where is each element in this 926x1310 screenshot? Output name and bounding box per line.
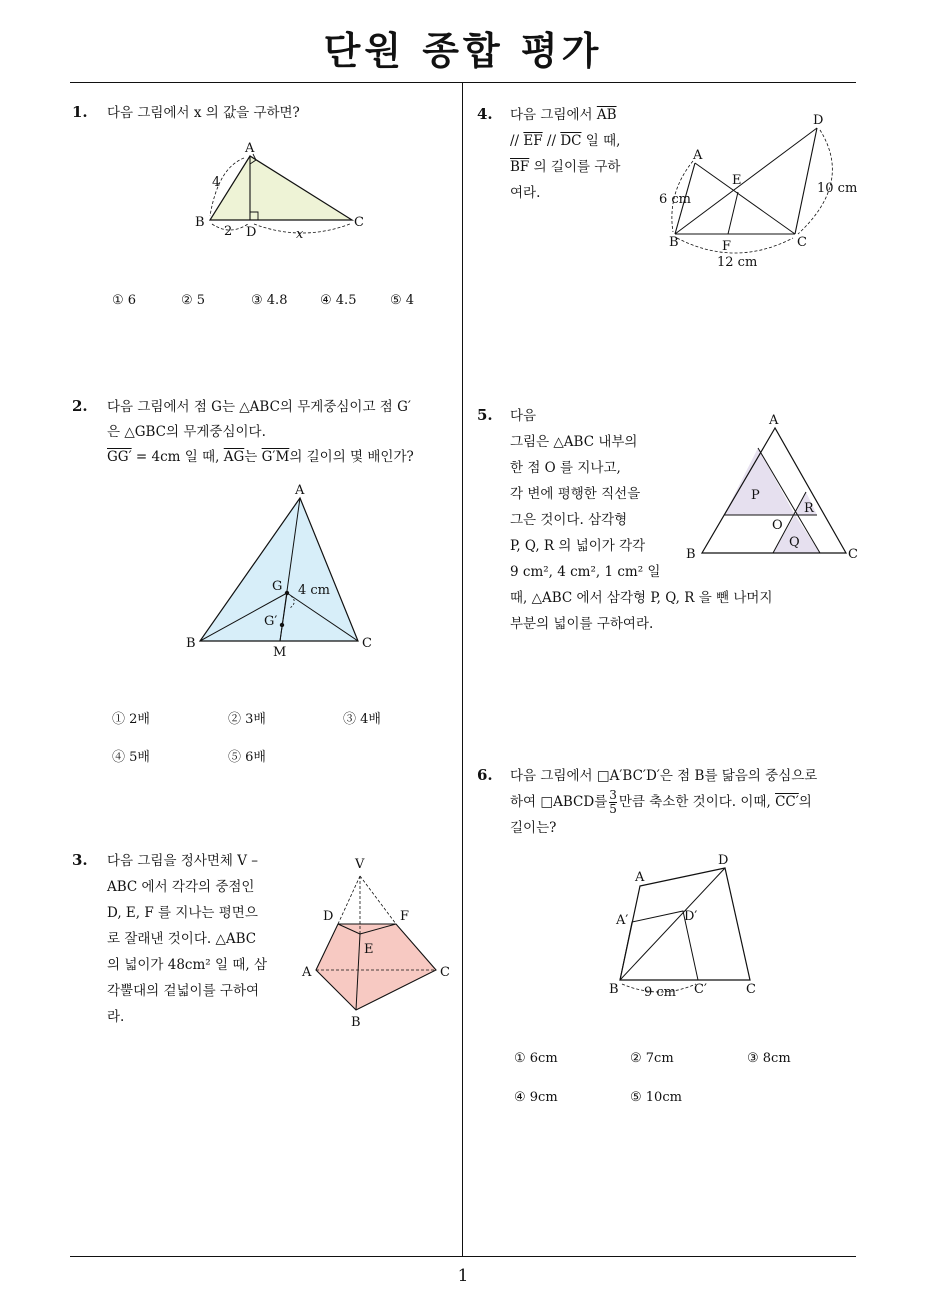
segment-ag: $\overline{AG}$	[223, 449, 245, 465]
question-number: 5.	[477, 406, 493, 424]
text-span: //	[510, 133, 524, 149]
label-c: C	[797, 235, 807, 250]
point-g	[285, 591, 289, 595]
choice-2[interactable]: ② 7cm	[630, 1051, 674, 1066]
question-number: 4.	[477, 105, 493, 123]
edge-vd	[338, 876, 360, 924]
label-g-prime: G′	[264, 614, 278, 629]
edge-vf	[360, 876, 396, 924]
question-text-line: D, E, F 를 지나는 평면으	[107, 905, 258, 921]
question-text-line: 각 변에 평행한 직선을	[510, 486, 641, 502]
text-span: 하여 □ABCD를	[510, 794, 608, 810]
label-bd: 2	[224, 224, 233, 239]
text-span: 만큼 축소한 것이다. 이때,	[618, 794, 776, 810]
label-d: D	[718, 853, 729, 868]
question-text-line: 다음 그림을 정사면체 V –	[107, 853, 259, 869]
choice-1[interactable]: ① 6	[112, 293, 137, 308]
label-b: B	[669, 235, 679, 250]
question-text-line: 각뿔대의 겉넓이를 구하여	[107, 983, 260, 999]
text-span: 는	[244, 449, 262, 465]
label-length: 9 cm	[644, 985, 677, 1000]
question-number: 1.	[72, 103, 88, 121]
question-text-line: 9 cm², 4 cm², 1 cm² 일	[510, 564, 661, 580]
label-c: C	[440, 965, 450, 980]
choice-1[interactable]: ① 6cm	[514, 1051, 558, 1066]
choice-5[interactable]: ⑤ 4	[390, 293, 415, 308]
label-m: M	[273, 645, 287, 660]
segment-bd	[675, 128, 817, 234]
text-span: 의	[798, 794, 812, 810]
choice-5[interactable]: ⑤ 10cm	[630, 1090, 682, 1105]
label-c: C	[848, 547, 858, 562]
choice-4[interactable]: ④ 4.5	[320, 293, 357, 308]
label-ab-length: 6 cm	[659, 192, 692, 207]
label-e: E	[364, 942, 374, 957]
choice-4[interactable]: ④ 5배	[112, 750, 150, 765]
label-f: F	[400, 909, 410, 924]
text-span: = 4cm 일 때,	[131, 449, 224, 465]
label-b: B	[351, 1015, 361, 1030]
column-divider	[462, 83, 463, 1256]
question-text-line3	[510, 154, 620, 180]
choice-1[interactable]: ① 2배	[112, 712, 150, 727]
segment-cc: CC′	[775, 794, 799, 810]
segment-dc: $\overline{DC}$	[560, 133, 582, 149]
frustum-faces	[316, 924, 436, 1010]
label-b: B	[609, 982, 619, 997]
segment-ac	[695, 163, 795, 234]
label-a: A	[295, 483, 305, 498]
question-text-line: 그은 것이다. 삼각형	[510, 512, 628, 528]
question-text-line2	[510, 789, 812, 816]
label-b: B	[195, 215, 205, 230]
inner-triangles-figure	[680, 408, 865, 568]
label-a: A	[245, 141, 255, 156]
question-text-line3: 길이는?	[510, 820, 557, 836]
text-span: 다음 그림에서	[510, 107, 597, 123]
header-rule	[70, 82, 856, 83]
label-bc-length: 12 cm	[717, 255, 758, 270]
label-g: G	[272, 579, 283, 594]
segment-ef: $\overline{EF}$	[523, 133, 543, 149]
question-text-line: 다음	[510, 408, 537, 424]
question-text-line: 그림은 △ABC 내부의	[510, 434, 638, 450]
page-title: 단원 종합 평가	[323, 29, 603, 73]
label-f: F	[722, 239, 732, 254]
segment-gg: GG′	[107, 449, 132, 465]
question-text-line: 때, △ABC 에서 삼각형 P, Q, R 을 뺀 나머지	[510, 590, 773, 606]
triangle-abc	[200, 498, 358, 641]
label-d: D	[323, 909, 334, 924]
segment-dc	[795, 128, 817, 234]
segment-gm: G′M	[261, 449, 290, 465]
question-number: 3.	[72, 851, 88, 869]
question-text-line2	[510, 128, 620, 154]
label-b: B	[186, 636, 196, 651]
choice-3[interactable]: ③ 4배	[343, 712, 381, 727]
question-text-line2: 은 △GBC의 무게중심이다.	[107, 424, 266, 440]
label-b: B	[686, 547, 696, 562]
label-d: D	[813, 113, 824, 128]
label-c-prime: C′	[694, 982, 707, 997]
point-g-prime	[280, 623, 284, 627]
question-text-line: ABC 에서 각각의 중점인	[107, 879, 255, 895]
frustum-figure	[298, 852, 458, 1032]
choice-4[interactable]: ④ 9cm	[514, 1090, 558, 1105]
text-span: //	[542, 133, 561, 149]
text-span: 의 길이를 구하	[529, 159, 621, 175]
segment-ab: $\overline{AB}$	[596, 107, 617, 123]
label-a: A	[769, 413, 779, 428]
label-d: D	[246, 225, 257, 240]
triangle-abc	[210, 156, 352, 220]
choice-2[interactable]: ② 3배	[228, 712, 266, 727]
question-text-line: 로 잘래낸 것이다. △ABC	[107, 931, 257, 947]
question-text: 다음 그림에서 x 의 값을 구하면?	[107, 105, 300, 121]
text-span: 의 길이의 몇 배인가?	[289, 449, 414, 465]
page-number: 1	[457, 1266, 469, 1286]
fraction-numerator: 3	[609, 788, 617, 802]
triangle-p	[724, 448, 795, 515]
label-v: V	[355, 857, 365, 872]
segment-bf: $\overline{BF}$	[510, 159, 530, 175]
question-text-line1: 다음 그림에서 점 G는 △ABC의 무게중심이고 점 G′	[107, 399, 411, 415]
question-number: 6.	[477, 766, 493, 784]
label-c: C	[354, 215, 364, 230]
label-d-prime: D′	[684, 909, 698, 924]
label-q: Q	[789, 535, 800, 550]
right-triangle-figure	[190, 138, 380, 243]
label-a: A	[302, 965, 312, 980]
label-o: O	[772, 518, 783, 533]
choice-2[interactable]: ② 5	[181, 293, 206, 308]
label-c: C	[362, 636, 372, 651]
question-text-line: P, Q, R 의 넓이가 각각	[510, 538, 646, 554]
label-side-ab: 4	[212, 175, 221, 190]
question-text-line: 부분의 넓이를 구하여라.	[510, 616, 654, 632]
centroid-triangle-figure	[180, 478, 380, 658]
fraction-denominator: 5	[609, 802, 617, 816]
choice-5[interactable]: ⑤ 6배	[228, 750, 266, 765]
parallel-lines-figure	[655, 108, 860, 273]
question-text-line1	[510, 102, 617, 128]
brace-bc	[677, 238, 793, 253]
label-a-prime: A′	[616, 913, 629, 928]
question-text-line3	[107, 444, 414, 470]
label-c: C	[746, 982, 756, 997]
similar-quadrilateral-figure	[600, 848, 770, 1008]
fraction	[609, 789, 617, 816]
label-dc-length: 10 cm	[817, 181, 858, 196]
footer-rule	[70, 1256, 856, 1257]
question-text-line: 라.	[107, 1009, 125, 1025]
choice-3[interactable]: ③ 4.8	[251, 293, 288, 308]
question-number: 2.	[72, 397, 88, 415]
question-text-line4: 여라.	[510, 185, 541, 201]
question-text-line: 의 넓이가 48cm² 일 때, 삼	[107, 957, 267, 973]
label-a: A	[693, 148, 703, 163]
label-a: A	[635, 870, 645, 885]
label-length: 4 cm	[298, 583, 331, 598]
label-x: x	[296, 227, 304, 242]
label-r: R	[804, 501, 814, 516]
label-p: P	[751, 488, 760, 503]
segment-ef	[728, 192, 738, 234]
label-e: E	[732, 173, 742, 188]
choice-3[interactable]: ③ 8cm	[747, 1051, 791, 1066]
text-span: 일 때,	[581, 133, 621, 149]
question-text-line1: 다음 그림에서 □A′BC′D′은 점 B를 닮음의 중심으로	[510, 768, 818, 784]
question-text-line: 한 점 O 를 지나고,	[510, 460, 621, 476]
